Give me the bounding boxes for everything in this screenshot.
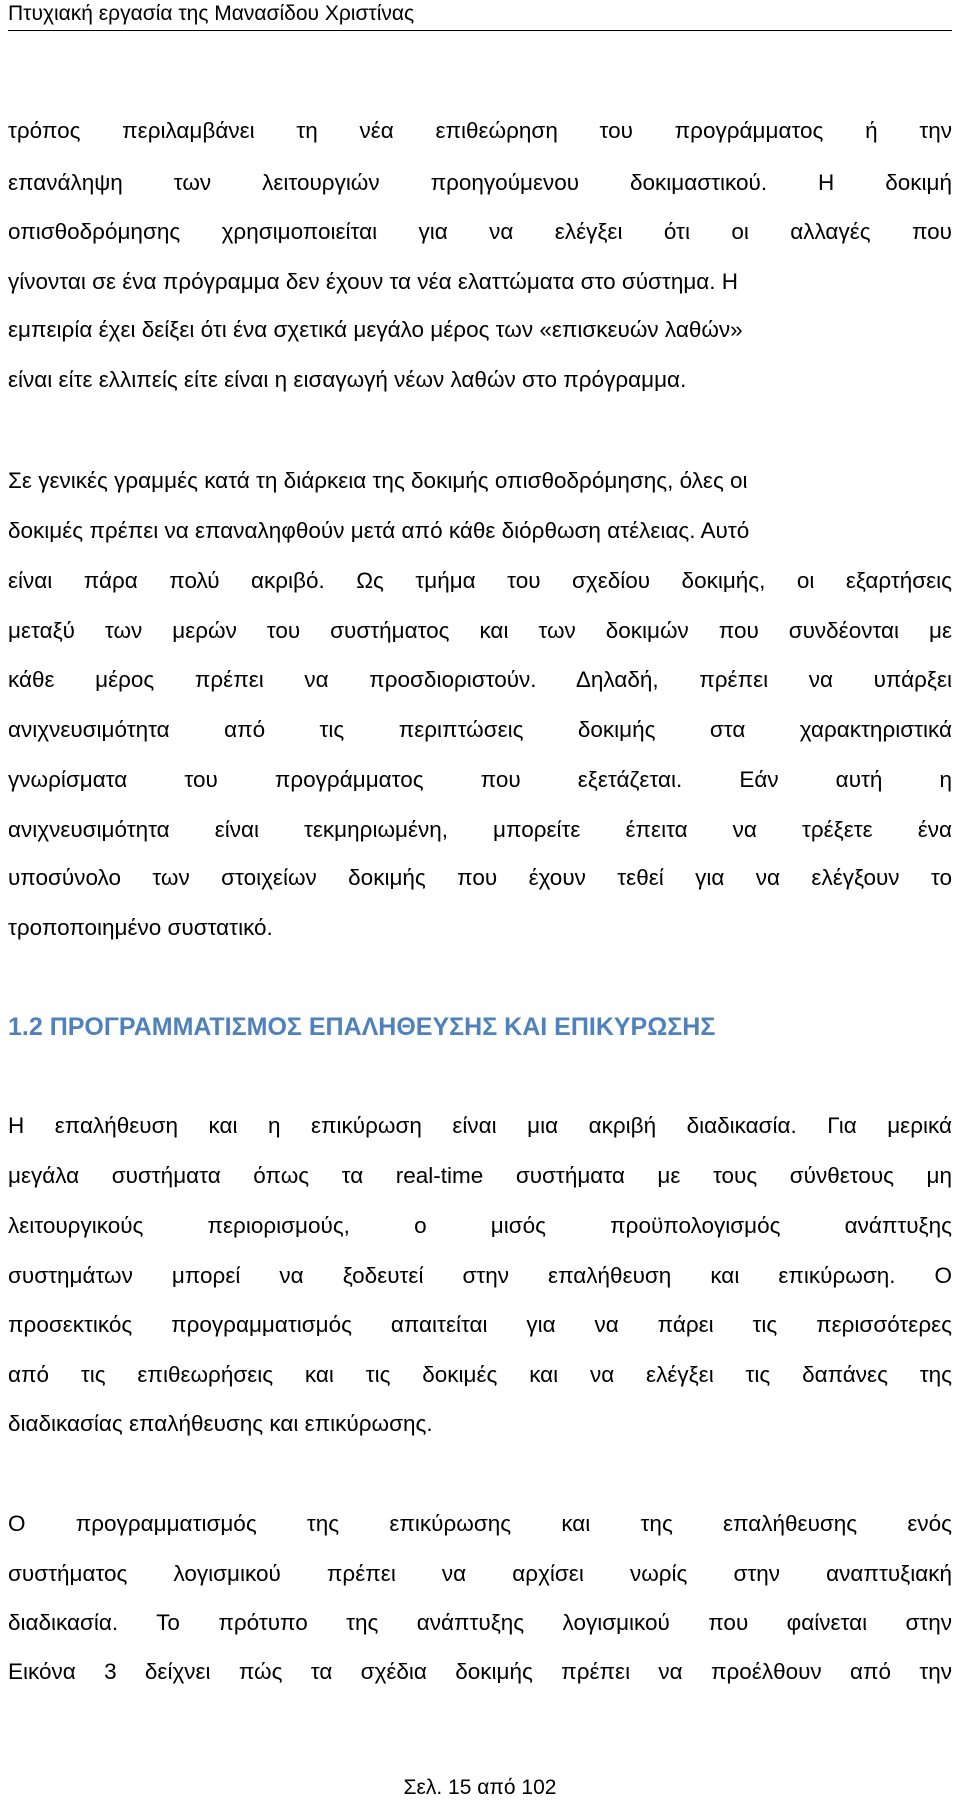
text-line: γίνονται σε ένα πρόγραμμα δεν έχουν τα νέα ελαττώματα στο σύστημα. Η — [8, 269, 739, 294]
section-heading: 1.2 ΠΡΟΓΡΑΜΜΑΤΙΣΜΟΣ ΕΠΑΛΗΘΕΥΣΗΣ ΚΑΙ ΕΠΙΚΥΡΩΣΗΣ — [8, 1013, 716, 1041]
text-line: είναι είτε ελλιπείς είτε είναι η εισαγωγή νέων λαθών στο πρόγραμμα. — [8, 367, 687, 392]
text-line: από τις επιθεωρήσεις και τις δοκιμές και να ελέγξει τις δαπάνες της — [8, 1362, 952, 1387]
text-line: εμπειρία έχει δείξει ότι ένα σχετικά μεγάλο μέρος των «επισκευών λαθών» — [8, 317, 743, 342]
text-line: μεγάλα συστήματα όπως τα real-time συστήματα με τους σύνθετους μη — [8, 1163, 952, 1188]
text-line: προσεκτικός προγραμματισμός απαιτείται για να πάρει τις περισσότερες — [8, 1312, 952, 1337]
page-header — [8, 0, 952, 31]
text-line: Ο προγραμματισμός της επικύρωσης και της επαλήθευσης ενός — [8, 1511, 952, 1536]
text-line: ανιχνευσιμότητα από τις περιπτώσεις δοκιμής στα χαρακτηριστικά — [8, 717, 952, 742]
text-line: γνωρίσματα του προγράμματος που εξετάζεται. Εάν αυτή η — [8, 767, 952, 792]
text-line: τροποποιημένο συστατικό. — [8, 915, 273, 940]
text-line: επανάληψη των λειτουργιών προηγούμενου δοκιμαστικού. Η δοκιμή — [8, 170, 952, 195]
text-line: Σε γενικές γραμμές κατά τη διάρκεια της δοκιμής οπισθοδρόμησης, όλες οι — [8, 468, 748, 493]
text-line: υποσύνολο των στοιχείων δοκιμής που έχουν τεθεί για να ελέγξουν το — [8, 865, 952, 890]
text-line: συστήματος λογισμικού πρέπει να αρχίσει νωρίς στην αναπτυξιακή — [8, 1561, 952, 1586]
text-line: τρόπος περιλαμβάνει τη νέα επιθεώρηση του προγράμματος ή την — [8, 118, 952, 143]
text-line: διαδικασία. Το πρότυπο της ανάπτυξης λογισμικού που φαίνεται στην — [8, 1610, 952, 1635]
text-line: λειτουργικούς περιορισμούς, ο μισός προϋπολογισμός ανάπτυξης — [8, 1213, 952, 1238]
text-line: ανιχνευσιμότητα είναι τεκμηριωμένη, μπορείτε έπειτα να τρέξετε ένα — [8, 817, 952, 842]
text-line: οπισθοδρόμησης χρησιμοποιείται για να ελέγξει ότι οι αλλαγές που — [8, 219, 952, 244]
text-line: είναι πάρα πολύ ακριβό. Ως τμήμα του σχεδίου δοκιμής, οι εξαρτήσεις — [8, 568, 952, 593]
page-number: Σελ. 15 από 102 — [403, 1776, 557, 1799]
text-line: κάθε μέρος πρέπει να προσδιοριστούν. Δηλαδή, πρέπει να υπάρξει — [8, 667, 952, 692]
text-line: Η επαλήθευση και η επικύρωση είναι μια ακριβή διαδικασία. Για μερικά — [8, 1113, 952, 1138]
text-line: διαδικασίας επαλήθευσης και επικύρωσης. — [8, 1411, 433, 1436]
document-title: Πτυχιακή εργασία της Μανασίδου Χριστίνας — [8, 2, 415, 25]
text-line: μεταξύ των μερών του συστήματος και των δοκιμών που συνδέονται με — [8, 618, 952, 643]
page-footer — [0, 1776, 960, 1800]
text-line: Εικόνα 3 δείχνει πώς τα σχέδια δοκιμής πρέπει να προέλθουν από την — [8, 1659, 952, 1684]
text-line: συστημάτων μπορεί να ξοδευτεί στην επαλήθευση και επικύρωση. Ο — [8, 1263, 952, 1288]
text-line: δοκιμές πρέπει να επαναληφθούν μετά από κάθε διόρθωση ατέλειας. Αυτό — [8, 518, 750, 543]
